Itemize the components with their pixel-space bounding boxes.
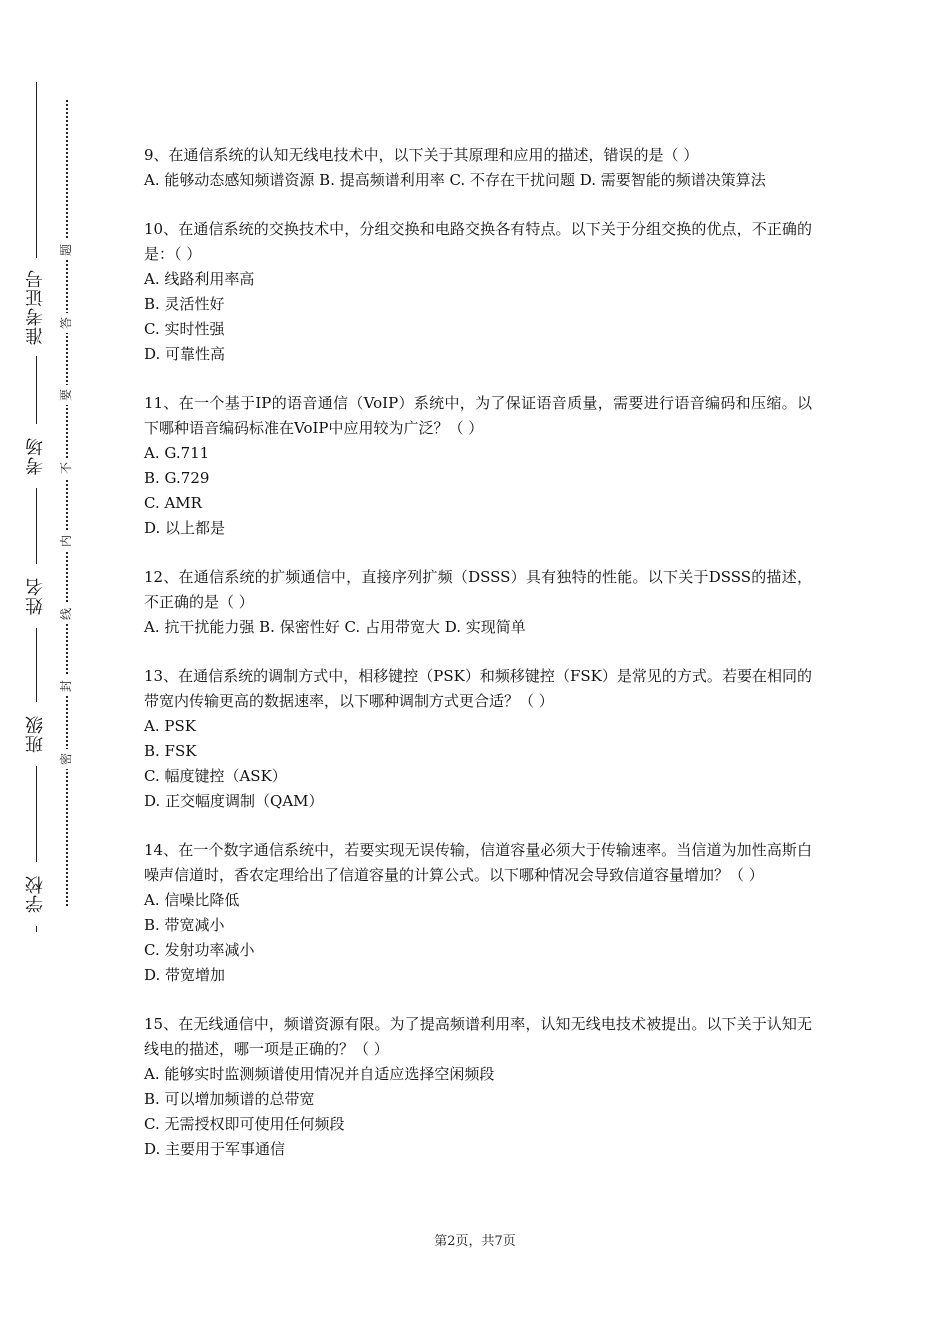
question-options-line: A. 抗干扰能力强 B. 保密性好 C. 占用带宽大 D. 实现简单	[144, 618, 526, 636]
question-list	[144, 143, 812, 1186]
seal-char: 内	[56, 531, 76, 551]
option-b: B. 可以增加频谱的总带宽	[144, 1090, 315, 1108]
question-stem: 12、在通信系统的扩频通信中，直接序列扩频（DSSS）具有独特的性能。以下关于DSSS的描述，不正确的是（ ）	[144, 568, 812, 611]
option-c: C. 实时性强	[144, 320, 225, 338]
question-13	[144, 664, 812, 814]
seal-char: 题	[56, 240, 76, 260]
field-school-label: 学校	[18, 862, 54, 926]
question-stem: 9、在通信系统的认知无线电技术中，以下关于其原理和应用的描述，错误的是（ ）	[144, 146, 699, 164]
question-12	[144, 565, 812, 640]
question-options-line: A. 能够动态感知频谱资源 B. 提高频谱利用率 C. 不存在干扰问题 D. 需要智能的频谱决策算法	[144, 171, 766, 189]
seal-char: 线	[56, 604, 76, 624]
seal-char: 不	[56, 458, 76, 478]
option-c: C. AMR	[144, 494, 202, 512]
binding-solid-line	[36, 82, 37, 932]
option-b: B. 灵活性好	[144, 295, 225, 313]
field-name-label: 姓名	[18, 564, 54, 628]
seal-char: 密	[56, 749, 76, 769]
question-11	[144, 391, 812, 541]
field-exam-number-label: 准考证号	[18, 258, 54, 356]
option-a: A. 线路利用率高	[144, 270, 255, 288]
seal-dotted-line	[66, 100, 68, 906]
question-14	[144, 838, 812, 988]
seal-char: 要	[56, 385, 76, 405]
page-number: 第2页，共7页	[434, 1234, 516, 1249]
option-b: B. G.729	[144, 469, 210, 487]
option-a: A. G.711	[144, 444, 210, 462]
option-b: B. 带宽减小	[144, 916, 225, 934]
option-b: B. FSK	[144, 742, 197, 760]
option-c: C. 幅度键控（ASK）	[144, 767, 287, 785]
option-d: D. 主要用于军事通信	[144, 1140, 286, 1158]
option-d: D. 正交幅度调制（QAM）	[144, 792, 324, 810]
option-d: D. 以上都是	[144, 519, 226, 537]
option-d: D. 可靠性高	[144, 345, 226, 363]
question-stem: 10、在通信系统的交换技术中，分组交换和电路交换各有特点。以下关于分组交换的优点，不正确的是：（ ）	[144, 220, 812, 263]
option-c: C. 发射功率减小	[144, 941, 255, 959]
option-a: A. PSK	[144, 717, 196, 735]
question-stem: 15、在无线通信中，频谱资源有限。为了提高频谱利用率，认知无线电技术被提出。以下关于认知无线电的描述，哪一项是正确的？（ ）	[144, 1015, 812, 1058]
seal-char: 封	[56, 676, 76, 696]
question-10	[144, 217, 812, 367]
option-c: C. 无需授权即可使用任何频段	[144, 1115, 345, 1133]
question-9	[144, 143, 812, 193]
question-stem: 13、在通信系统的调制方式中，相移键控（PSK）和频移键控（FSK）是常见的方式。若要在相同的带宽内传输更高的数据速率，以下哪种调制方式更合适？（ ）	[144, 667, 812, 710]
question-stem: 11、在一个基于IP的语音通信（VoIP）系统中，为了保证语音质量，需要进行语音编码和压缩。以下哪种语音编码标准在VoIP中应用较为广泛？（ ）	[144, 394, 812, 437]
question-15	[144, 1012, 812, 1162]
option-a: A. 能够实时监测频谱使用情况并自适应选择空闲频段	[144, 1065, 495, 1083]
field-exam-room-label: 考场	[18, 424, 54, 488]
option-a: A. 信噪比降低	[144, 891, 240, 909]
question-stem: 14、在一个数字通信系统中，若要实现无误传输，信道容量必须大于传输速率。当信道为加性高斯白噪声信道时，香农定理给出了信道容量的计算公式。以下哪种情况会导致信道容量增加？（ ）	[144, 841, 812, 884]
field-class-label: 班级	[18, 702, 54, 766]
option-d: D. 带宽增加	[144, 966, 226, 984]
seal-char: 答	[56, 313, 76, 333]
